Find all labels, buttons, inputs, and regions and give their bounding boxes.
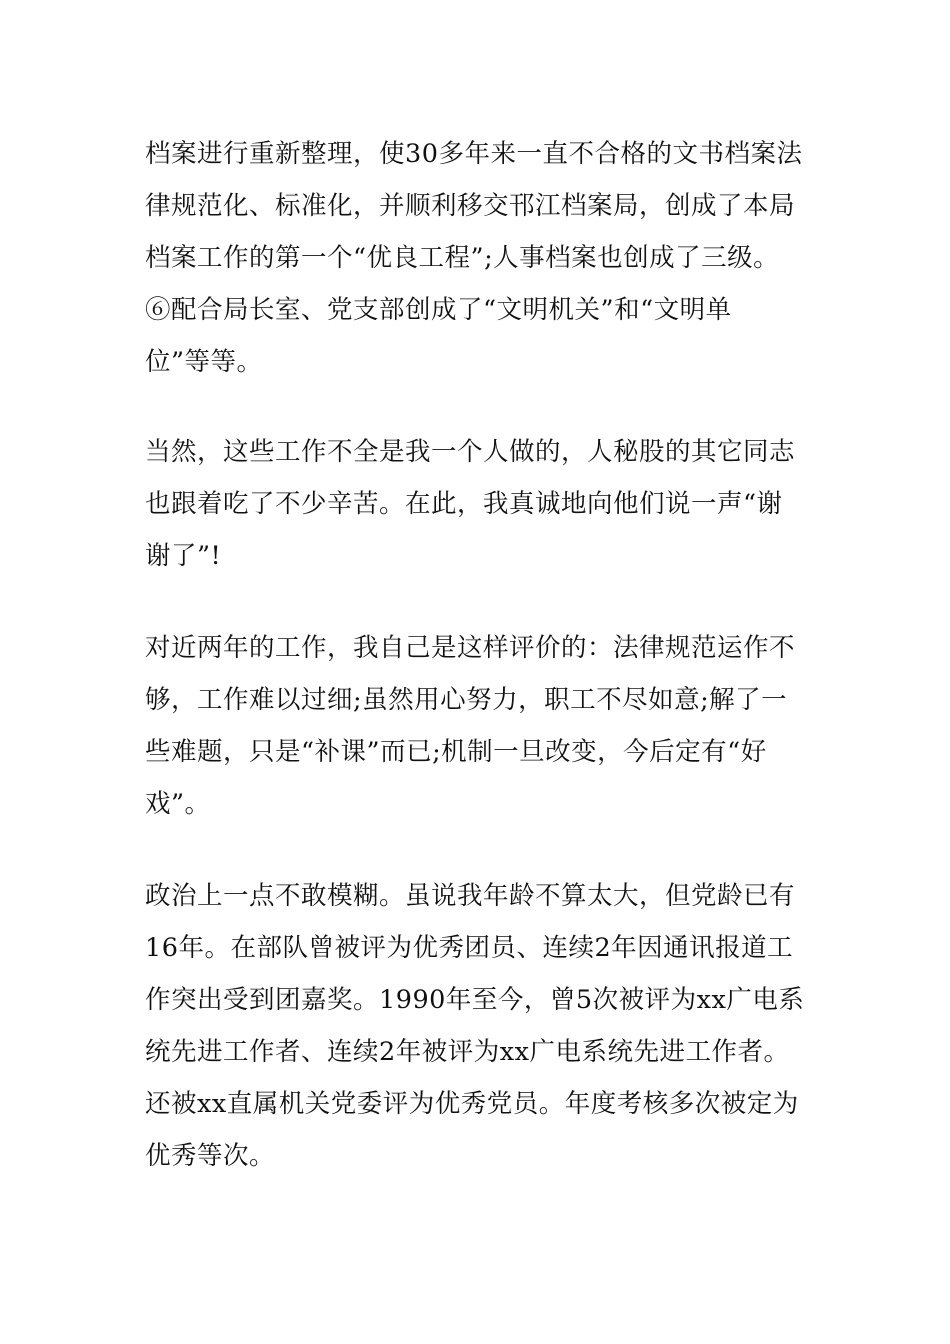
text-line: 优秀等次。 xyxy=(145,1141,276,1171)
text-line: 还被xx直属机关党委评为优秀党员。年度考核多次被定为 xyxy=(145,1089,799,1119)
text-line: 档案进行重新整理，使30多年来一直不合格的文书档案法 xyxy=(145,139,803,169)
text-line: 作突出受到团嘉奖。1990年至今，曾5次被评为xx广电系 xyxy=(145,985,805,1015)
text-line: 也跟着吃了不少辛苦。在此，我真诚地向他们说一声“谢 xyxy=(145,489,783,519)
text-line: 对近两年的工作，我自己是这样评价的：法律规范运作不 xyxy=(145,633,796,663)
paragraph-thanks xyxy=(145,426,815,582)
text-line: 戏”。 xyxy=(145,789,211,819)
text-line: ⑥配合局长室、党支部创成了“文明机关”和“文明单 xyxy=(145,295,732,325)
paragraph-political-record xyxy=(145,870,815,1182)
text-line: 档案工作的第一个“优良工程”;人事档案也创成了三级。 xyxy=(145,243,780,273)
text-line: 谢了”! xyxy=(145,541,222,571)
text-line: 当然，这些工作不全是我一个人做的，人秘股的其它同志 xyxy=(145,437,796,467)
text-line: 政治上一点不敢模糊。虽说我年龄不算太大，但党龄已有 xyxy=(145,881,796,911)
text-line: 位”等等。 xyxy=(145,347,263,377)
text-line: 16年。在部队曾被评为优秀团员、连续2年因通讯报道工 xyxy=(145,933,794,963)
text-line: 够，工作难以过细;虽然用心努力，职工不尽如意;解了一 xyxy=(145,685,788,715)
paragraph-self-evaluation xyxy=(145,622,815,830)
text-line: 统先进工作者、连续2年被评为xx广电系统先进工作者。 xyxy=(145,1037,790,1067)
paragraph-archive-work xyxy=(145,128,815,388)
text-line: 些难题，只是“补课”而已;机制一旦改变，今后定有“好 xyxy=(145,737,767,767)
text-line: 律规范化、标准化，并顺利移交邗江档案局，创成了本局 xyxy=(145,191,796,221)
